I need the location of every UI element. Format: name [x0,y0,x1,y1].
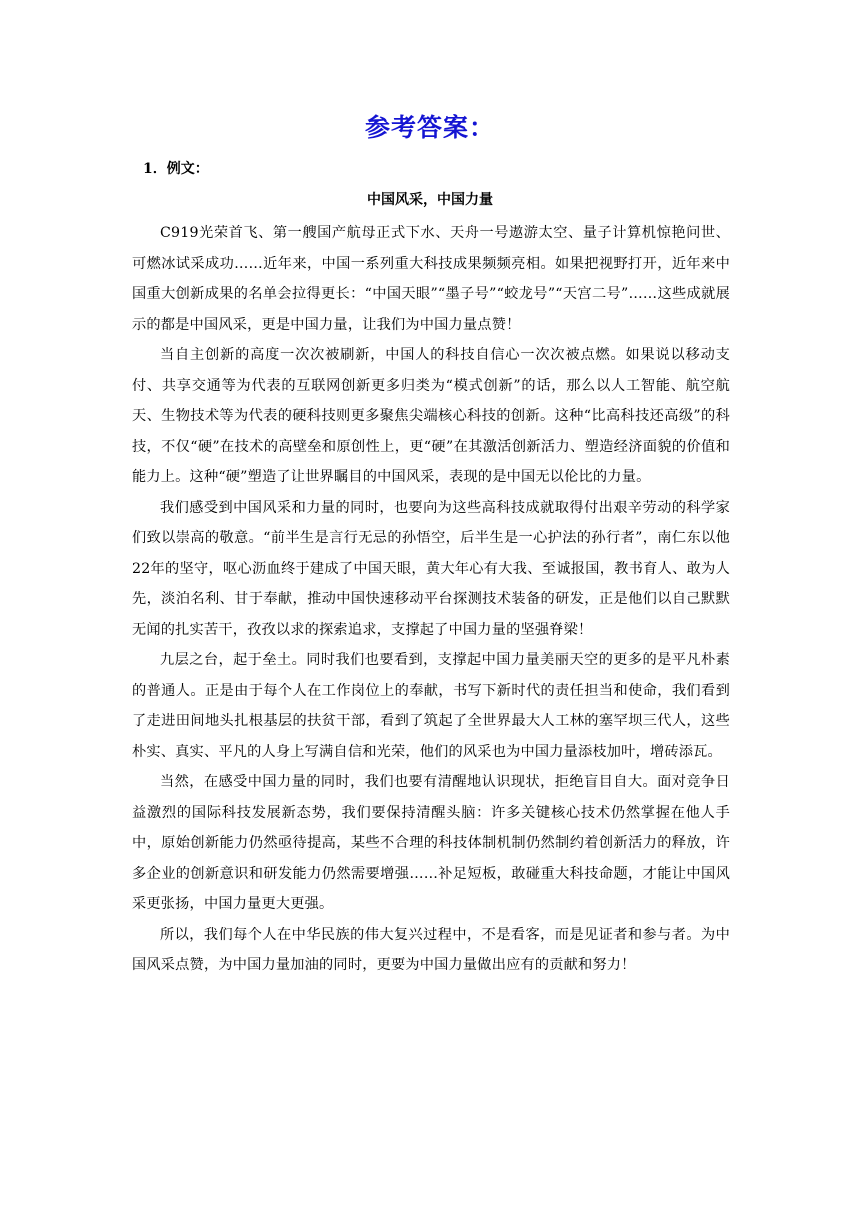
answer-heading: 参考答案： [364,113,495,142]
essay-title: 中国风采，中国力量 [367,192,493,208]
essay-paragraph: 当然，在感受中国力量的同时，我们也要有清醒地认识现状，拒绝盲目自大。面对竞争日益激烈的国际科技发展新态势，我们要保持清醒头脑：许多关键核心技术仍然掌握在他人手中，原始创新能力仍然亟待提高，某些不合理的科技体制机制仍然制约着创新活力的释放，许多企业的创新意识和研发能力仍然需要增强……补足短板，敢碰重大科技命题，才能让中国风采更张扬，中国力量更大更强。 [132,774,730,912]
essay-paragraph: 当自主创新的高度一次次被刷新，中国人的科技自信心一次次被点燃。如果说以移动支付、共享交通等为代表的互联网创新更多归类为“模式创新”的话，那么以人工智能、航空航天、生物技术等为代表的硬科技则更多聚焦尖端核心科技的创新。这种“比高科技还高级”的科技，不仅“硬”在技术的高壁垒和原创性上，更“硬”在其激活创新活力、塑造经济面貌的价值和能力上。这种“硬”塑造了让世界瞩目的中国风采，表现的是中国无以伦比的力量。 [132,347,730,485]
essay-body [132,218,730,981]
essay-paragraph: 九层之台，起于垒土。同时我们也要看到，支撑起中国力量美丽天空的更多的是平凡朴素的普通人。正是由于每个人在工作岗位上的奉献，书写下新时代的责任担当和使命，我们看到了走进田间地头扎根基层的扶贫干部，看到了筑起了全世界最大人工林的塞罕坝三代人，这些朴实、真实、平凡的人身上写满自信和光荣，他们的风采也为中国力量添枝加叶，增砖添瓦。 [132,652,730,760]
essay-paragraph: 我们感受到中国风采和力量的同时，也要向为这些高科技成就取得付出艰辛劳动的科学家们致以崇高的敬意。“前半生是言行无忌的孙悟空，后半生是一心护法的孙行者”，南仁东以他22年的坚守，呕心沥血终于建成了中国天眼，黄大年心有大我、至诚报国，教书育人、敢为人先，淡泊名利、甘于奉献，推动中国快速移动平台探测技术装备的研发，正是他们以自己默默无闻的扎实苦干，孜孜以求的探索追求，支撑起了中国力量的坚强脊梁！ [132,499,730,638]
essay-paragraph: 所以，我们每个人在中华民族的伟大复兴过程中，不是看客，而是见证者和参与者。为中国风采点赞，为中国力量加油的同时，更要为中国力量做出应有的贡献和努力！ [132,926,730,973]
essay-paragraph: C919光荣首飞、第一艘国产航母正式下水、天舟一号遨游太空、量子计算机惊艳问世、可燃冰试采成功……近年来，中国一系列重大科技成果频频亮相。如果把视野打开，近年来中国重大创新成果的名单会拉得更长：“中国天眼”“墨子号”“蛟龙号”“天宫二号”……这些成就展示的都是中国风采，更是中国力量，让我们为中国力量点赞！ [132,225,730,333]
question-label: 1．例文： [143,161,209,177]
